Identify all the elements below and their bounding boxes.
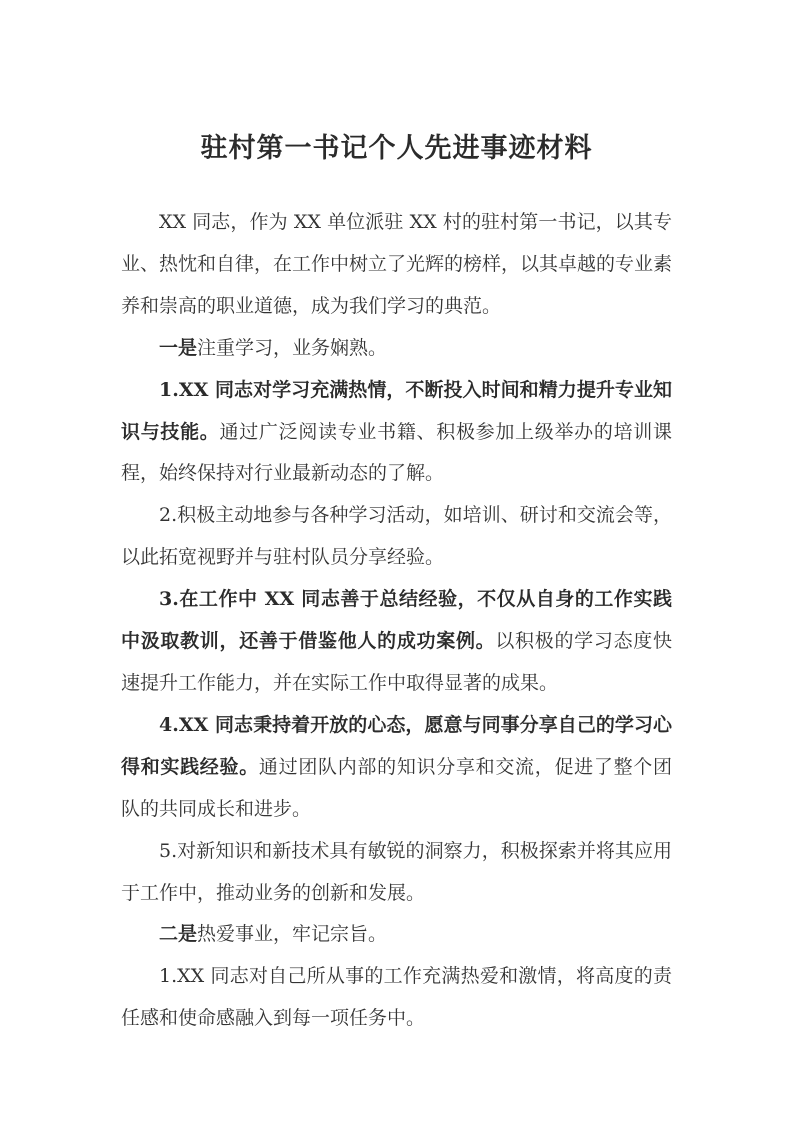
- paragraph-bold: 一是: [159, 336, 198, 359]
- paragraph-bold: 4.XX 同志秉持着开放的心态，愿意与同事分享自己的学习心得和实践经验。: [121, 713, 672, 778]
- paragraph: [121, 202, 672, 328]
- paragraph: [121, 831, 672, 915]
- paragraph-text: 5.对新知识和新技术具有敏锐的洞察力，积极探索并将其应用于工作中，推动业务的创新和发展。: [121, 839, 672, 904]
- paragraph-text: 热爱事业，牢记宗旨。: [197, 923, 388, 946]
- paragraph: [121, 328, 672, 370]
- paragraph-text: 通过团队内部的知识分享和交流，促进了整个团队的共同成长和进步。: [121, 755, 672, 820]
- paragraph-text: 通过广泛阅读专业书籍、积极参加上级举办的培训课程，始终保持对行业最新动态的了解。: [121, 420, 672, 485]
- paragraph-text: 注重学习，业务娴熟。: [197, 336, 388, 359]
- paragraph-text: XX 同志，作为 XX 单位派驻 XX 村的驻村第一书记，以其专业、热忱和自律，在工作中树立了光辉的榜样，以其卓越的专业素养和崇高的职业道德，成为我们学习的典范。: [121, 211, 673, 317]
- paragraph: [121, 370, 672, 496]
- paragraph-bold: 二是: [159, 923, 198, 946]
- document-title: 驻村第一书记个人先进事迹材料: [200, 133, 593, 164]
- paragraph: [121, 495, 672, 579]
- paragraph-text: 1.XX 同志对自己所从事的工作充满热爱和激情，将高度的责任感和使命感融入到每一项任务中。: [121, 965, 672, 1030]
- paragraph: [121, 956, 672, 1040]
- paragraph: [121, 705, 672, 831]
- paragraph-text: 2.积极主动地参与各种学习活动，如培训、研讨和交流会等，以此拓宽视野并与驻村队员分享经验。: [121, 504, 672, 569]
- paragraph: [121, 914, 672, 956]
- paragraph-bold: 1.XX 同志对学习充满热情，不断投入时间和精力提升专业知识与技能。: [121, 378, 672, 443]
- paragraph: [121, 579, 672, 705]
- paragraph-text: 以积极的学习态度快速提升工作能力，并在实际工作中取得显著的成果。: [121, 630, 672, 694]
- document-body: [121, 202, 672, 1040]
- paragraph-bold: 3.在工作中 XX 同志善于总结经验，不仅从自身的工作实践中汲取教训，还善于借鉴他人的成功案例。: [121, 588, 672, 653]
